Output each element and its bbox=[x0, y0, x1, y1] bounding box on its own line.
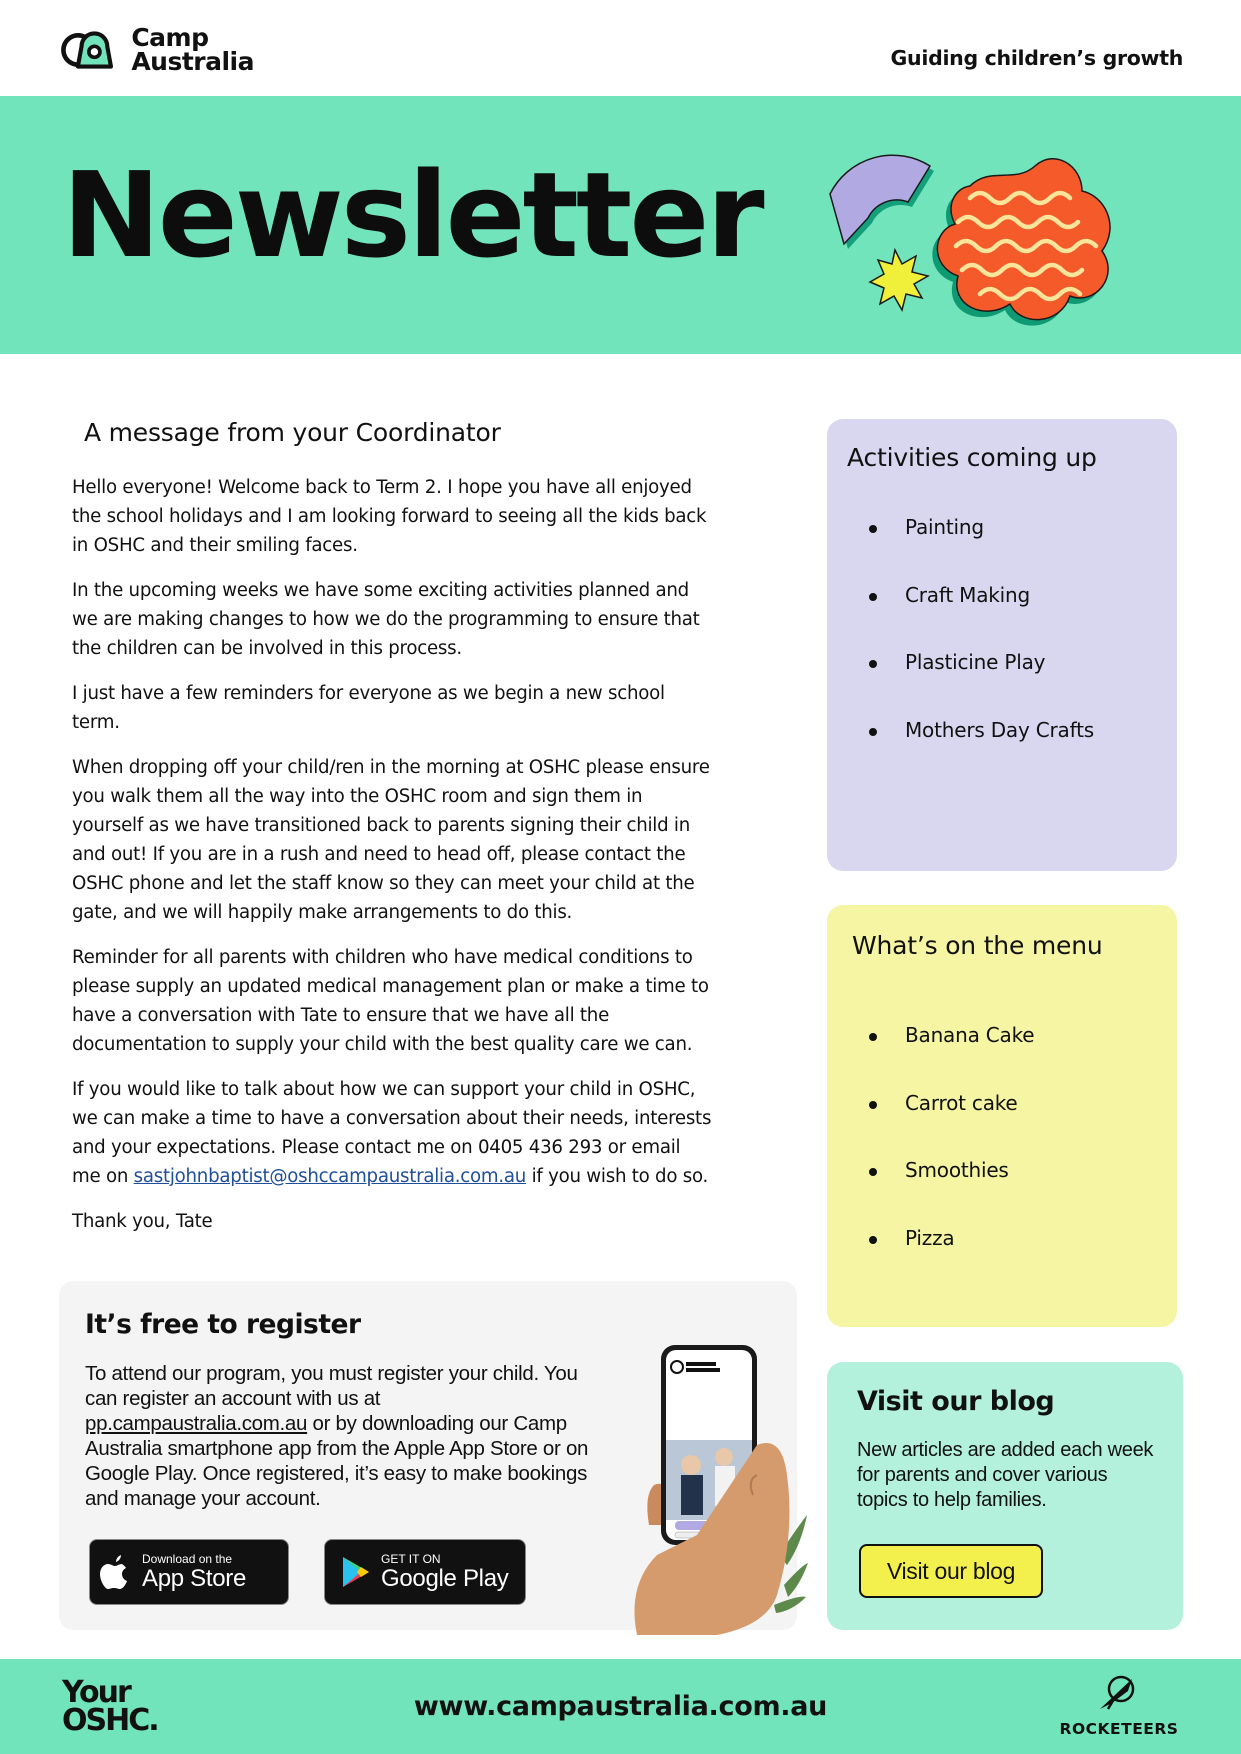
google-play-button[interactable] bbox=[324, 1539, 526, 1605]
website-url[interactable]: www.campaustralia.com.au bbox=[413, 1691, 828, 1722]
google-play-big-label: Google Play bbox=[381, 1565, 509, 1592]
newsletter-banner bbox=[0, 96, 1241, 354]
paragraph-3: I just have a few reminders for everyone as we begin a new school term. bbox=[72, 683, 665, 733]
banner-title: Newsletter bbox=[62, 146, 762, 284]
activities-heading: Activities coming up bbox=[847, 443, 1097, 472]
register-heading: It’s free to register bbox=[85, 1309, 361, 1340]
menu-heading: What’s on the menu bbox=[852, 931, 1103, 960]
logo-wordmark bbox=[131, 23, 254, 76]
register-link[interactable]: pp.campaustralia.com.au bbox=[85, 1412, 308, 1435]
list-item: Mothers Day Crafts bbox=[827, 718, 1094, 786]
tagline: Guiding children’s growth bbox=[890, 46, 1183, 70]
email-link[interactable]: sastjohnbaptist@oshccampaustralia.com.au bbox=[133, 1166, 527, 1187]
camp-australia-logo-icon bbox=[54, 24, 129, 76]
activities-box bbox=[827, 419, 1177, 871]
decorative-shapes-icon bbox=[820, 136, 1160, 336]
google-play-small-label: GET IT ON bbox=[381, 1552, 441, 1566]
page-header bbox=[0, 0, 1241, 96]
your-oshc-line-1: Your bbox=[62, 1675, 130, 1710]
app-store-text bbox=[142, 1552, 246, 1592]
coordinator-heading: A message from your Coordinator bbox=[84, 418, 501, 447]
coordinator-message bbox=[72, 418, 712, 1252]
menu-box bbox=[827, 905, 1177, 1327]
rocket-icon bbox=[1094, 1673, 1144, 1713]
register-text-before: To attend our program, you must register your child. You can register an account with us at bbox=[85, 1362, 578, 1410]
camp-australia-logo[interactable] bbox=[54, 22, 254, 78]
your-oshc-line-2: OSHC. bbox=[62, 1703, 158, 1738]
paragraph-4: When dropping off your child/ren in the morning at OSHC please ensure you walk them all the way into the OSHC room and sign them in yourself as we have transitioned back to parents signing their child in and out! If you are in a rush and need to head off, please contact the OSHC phone and let the staff know so they can meet your child at the gate, and we will happily make arrangements to do this. bbox=[72, 757, 710, 923]
register-text bbox=[85, 1361, 605, 1511]
app-store-big-label: App Store bbox=[142, 1565, 247, 1592]
list-item: Banana Cake bbox=[827, 1023, 1034, 1091]
app-store-small-label: Download on the bbox=[142, 1552, 233, 1566]
visit-blog-button[interactable]: Visit our blog bbox=[859, 1544, 1043, 1598]
list-item: Painting bbox=[827, 515, 1094, 583]
rocketeers-wordmark: ROCKETEERS bbox=[1059, 1720, 1179, 1738]
list-item: Craft Making bbox=[827, 583, 1094, 651]
activities-list bbox=[827, 515, 1094, 785]
paragraph-5: Reminder for all parents with children who have medical conditions to please supply an updated medical management plan or make a time to have a conversation with Tate to ensure that we have all the documentation to supply your child with the best quality care we can. bbox=[72, 947, 709, 1055]
page-footer bbox=[0, 1659, 1241, 1754]
google-play-text bbox=[381, 1552, 508, 1592]
paragraph-6-text-after: if you wish to do so. bbox=[526, 1166, 709, 1187]
blog-box bbox=[827, 1362, 1183, 1630]
paragraph-6-text-before: If you would like to talk about how we can support your child in OSHC, we can make a time to have a conversation about their needs, interests and your expectations. Please contact me on 0405 436 293 or email me on bbox=[72, 1079, 712, 1187]
list-item: Plasticine Play bbox=[827, 650, 1094, 718]
logo-line-1: Camp bbox=[131, 23, 209, 52]
blog-text: New articles are added each week for parents and cover various topics to help families. bbox=[857, 1439, 1154, 1511]
paragraph-1: Hello everyone! Welcome back to Term 2. I hope you have all enjoyed the school holidays and I am looking forward to seeing all the kids back in OSHC and their smiling faces. bbox=[72, 477, 707, 556]
apple-icon bbox=[90, 1548, 142, 1596]
paragraph-2: In the upcoming weeks we have some exciting activities planned and we are making changes to how we do the programming to ensure that the children can be involved in this process. bbox=[72, 580, 700, 659]
menu-list bbox=[827, 1023, 1034, 1293]
list-item: Pizza bbox=[827, 1226, 1034, 1294]
rocketeers-logo[interactable] bbox=[1054, 1673, 1184, 1743]
list-item: Smoothies bbox=[827, 1158, 1034, 1226]
register-text-after: or by downloading our Camp Australia smartphone app from the Apple App Store or on Google Play. Once registered, it’s easy to make bookings and manage your account. bbox=[85, 1412, 589, 1510]
phone-in-hand-icon bbox=[609, 1345, 809, 1635]
google-play-icon bbox=[325, 1548, 381, 1596]
register-box bbox=[59, 1281, 797, 1630]
paragraph-6 bbox=[72, 1075, 712, 1191]
app-store-button[interactable] bbox=[89, 1539, 289, 1605]
signoff: Thank you, Tate bbox=[72, 1211, 213, 1232]
list-item: Carrot cake bbox=[827, 1091, 1034, 1159]
blog-heading: Visit our blog bbox=[857, 1386, 1055, 1417]
logo-line-2: Australia bbox=[131, 47, 254, 76]
